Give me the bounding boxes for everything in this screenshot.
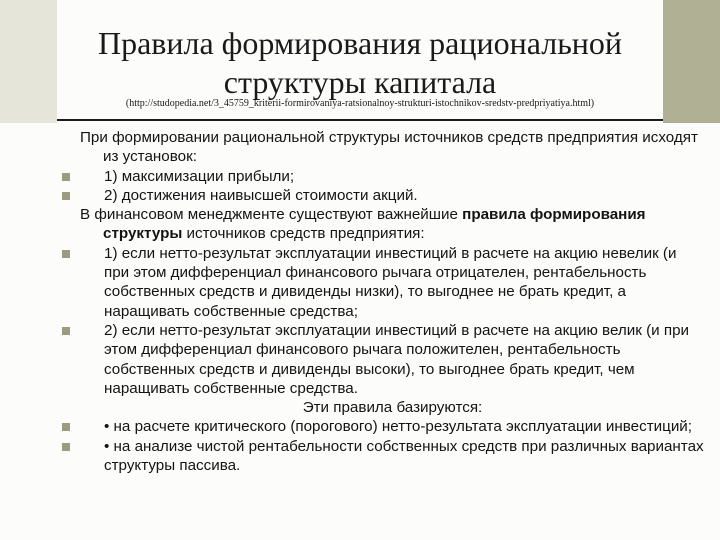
square-bullet-icon <box>62 443 70 451</box>
bullet-text: 2) если нетто-результат эксплуатации инвестиций в расчете на акцию велик (и при этом дифференциал финансового рычага положителен, рентабельность собственных средств и дивиденды высоки), то выгоднее брать кредит, чем наращивать собственные средства. <box>104 321 690 397</box>
intro-paragraph: При формировании рациональной структуры источников средств предприятия исходят из установок: <box>80 129 698 166</box>
bullet-item <box>80 417 705 436</box>
bullet-text: • на анализе чистой рентабельности собственных средств при различных вариантах структуры пассива. <box>104 437 704 475</box>
header-right-band <box>663 0 720 123</box>
square-bullet-icon <box>62 192 70 200</box>
rules-intro-before: В финансовом менеджменте существуют важнейшие <box>80 206 463 224</box>
slide-body <box>80 128 705 475</box>
basis-heading: Эти правила базируются: <box>302 399 483 417</box>
bullet-item <box>80 186 705 205</box>
header-left-band <box>0 0 57 123</box>
square-bullet-icon <box>62 327 70 335</box>
rules-intro-bold: правила формирования структуры <box>103 206 646 243</box>
rules-intro-paragraph <box>80 205 705 244</box>
slide-title: Правила формирования рациональной структуры капитала <box>97 25 623 100</box>
bullet-text: • на расчете критического (порогового) нетто-результата эксплуатации инвестиций; <box>104 418 693 436</box>
rules-intro-after: источников средств предприятия: <box>182 225 425 243</box>
bullet-item <box>80 437 705 476</box>
square-bullet-icon <box>62 423 70 431</box>
title-divider <box>57 119 663 121</box>
bullet-item <box>80 167 705 186</box>
bullet-text: 2) достижения наивысшей стоимости акций. <box>104 186 418 204</box>
bullet-item <box>80 321 705 398</box>
bullet-text: 1) максимизации прибыли; <box>104 167 295 185</box>
square-bullet-icon <box>62 173 70 181</box>
source-url: (http://studopedia.net/3_45759_kriterii-formirovaniya-ratsionalnoy-strukturi-istochnikov-sredstv-predpriyatiya.html) <box>125 98 595 109</box>
bullet-item <box>80 244 705 321</box>
square-bullet-icon <box>62 250 70 258</box>
bullet-text: 1) если нетто-результат эксплуатации инвестиций в расчете на акцию невелик (и при этом дифференциал финансового рычага отрицателен, рентабельность собственных средств и дивиденды низки), то выгоднее не брать кредит, а наращивать собственные средства; <box>104 244 677 320</box>
